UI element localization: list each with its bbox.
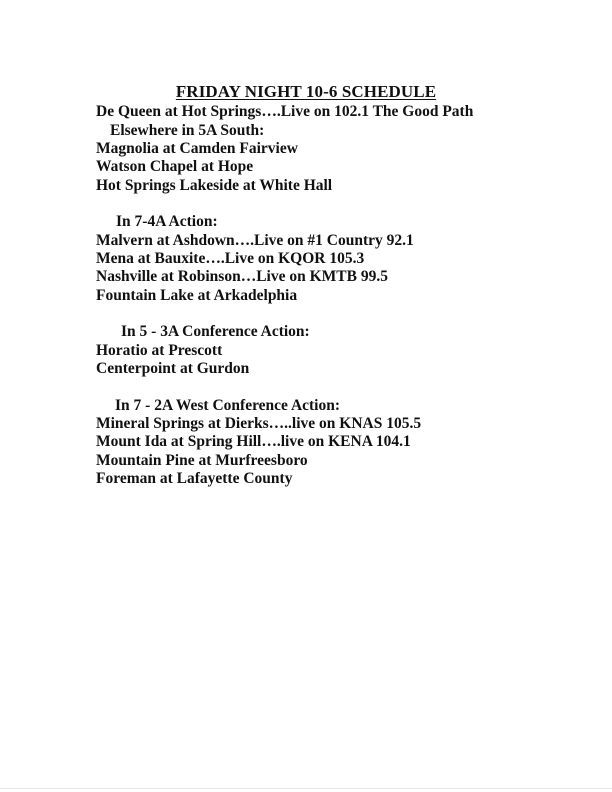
game-line-watson-chapel: Watson Chapel at Hope: [96, 158, 254, 175]
game-line-magnolia: Magnolia at Camden Fairview: [96, 140, 298, 157]
section-heading-7-4a: In 7-4A Action:: [116, 213, 218, 230]
game-line-fountain-lake: Fountain Lake at Arkadelphia: [96, 287, 298, 304]
section-heading-5-3a: In 5 - 3A Conference Action:: [121, 323, 310, 340]
game-line-de-queen: De Queen at Hot Springs….Live on 102.1 The Good Path: [96, 103, 474, 120]
game-line-mount-ida: Mount Ida at Spring Hill….live on KENA 104.1: [96, 433, 411, 450]
game-line-nashville: Nashville at Robinson…Live on KMTB 99.5: [96, 268, 388, 285]
game-line-foreman: Foreman at Lafayette County: [96, 470, 293, 487]
section-heading-5a-south: Elsewhere in 5A South:: [110, 122, 265, 139]
section-heading-7-2a-west: In 7 - 2A West Conference Action:: [115, 397, 341, 414]
game-line-lakeside: Hot Springs Lakeside at White Hall: [96, 177, 333, 194]
game-line-mineral-springs: Mineral Springs at Dierks…..live on KNAS 105.5: [96, 415, 422, 432]
game-line-mena: Mena at Bauxite….Live on KQOR 105.3: [96, 250, 365, 267]
game-line-centerpoint: Centerpoint at Gurdon: [96, 360, 250, 377]
game-line-horatio: Horatio at Prescott: [96, 342, 223, 359]
game-line-malvern: Malvern at Ashdown….Live on #1 Country 92.1: [96, 232, 414, 249]
scan-edge-divider: [0, 788, 612, 789]
game-line-mountain-pine: Mountain Pine at Murfreesboro: [96, 452, 308, 469]
schedule-title: FRIDAY NIGHT 10-6 SCHEDULE: [175, 82, 437, 101]
